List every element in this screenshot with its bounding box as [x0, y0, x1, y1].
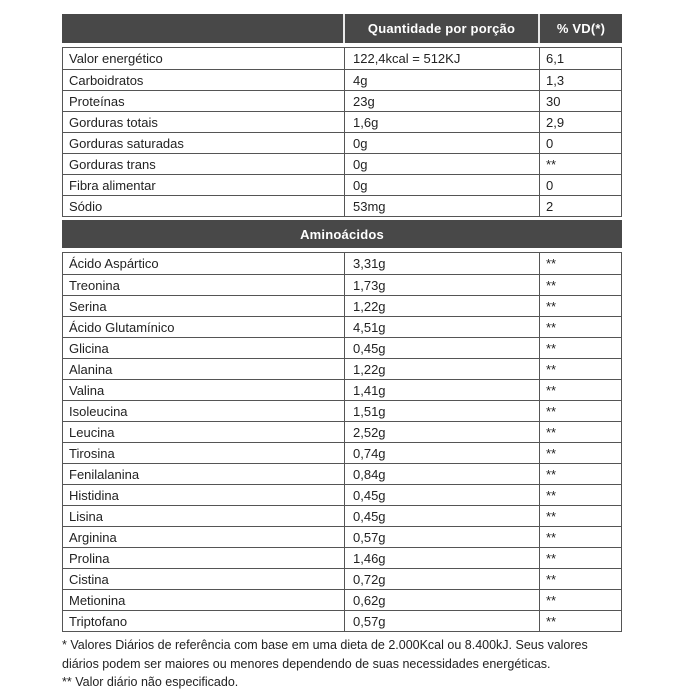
amino-label: Isoleucina [69, 403, 128, 419]
amino-amount: 1,22g [344, 359, 539, 379]
table-row [63, 505, 621, 526]
nutrition-table [62, 47, 622, 217]
amino-acids-table [62, 252, 622, 632]
footnote-daily-values: * Valores Diários de referência com base em uma dieta de 2.000Kcal ou 8.400kJ. Seus valores diários podem ser maiores ou menores dependendo de suas necessidades energéticas. [62, 638, 588, 671]
table-row [63, 48, 621, 69]
amino-dv: ** [539, 527, 621, 547]
amino-amount: 2,52g [344, 422, 539, 442]
table-row [63, 295, 621, 316]
amino-amount: 0,45g [344, 506, 539, 526]
amino-dv: ** [539, 422, 621, 442]
nutrient-dv: 0 [539, 175, 621, 195]
amino-amount: 0,62g [344, 590, 539, 610]
footnotes [62, 636, 627, 692]
amino-dv: ** [539, 611, 621, 631]
amino-amount: 1,46g [344, 548, 539, 568]
amino-label: Serina [69, 298, 107, 314]
nutrient-dv: 30 [539, 91, 621, 111]
nutrient-dv: ** [539, 154, 621, 174]
nutrient-label: Gorduras totais [69, 114, 158, 130]
table-header-row [62, 14, 622, 43]
amino-label: Histidina [69, 487, 119, 503]
table-row [63, 526, 621, 547]
header-quantity-per-serving: Quantidade por porção [343, 14, 538, 43]
amino-dv: ** [539, 359, 621, 379]
amino-dv: ** [539, 590, 621, 610]
amino-label: Valina [69, 382, 105, 398]
table-row [63, 400, 621, 421]
table-row [63, 111, 621, 132]
nutrient-dv: 2,9 [539, 112, 621, 132]
amino-amount: 0,57g [344, 527, 539, 547]
amino-dv: ** [539, 401, 621, 421]
table-row [63, 610, 621, 631]
amino-dv: ** [539, 464, 621, 484]
nutrient-label: Proteínas [69, 93, 125, 109]
amino-dv: ** [539, 485, 621, 505]
amino-label: Tirosina [69, 445, 115, 461]
amino-dv: ** [539, 317, 621, 337]
amino-amount: 0,74g [344, 443, 539, 463]
table-row [63, 337, 621, 358]
nutrient-label: Gorduras trans [69, 156, 156, 172]
nutrient-label: Valor energético [69, 51, 163, 66]
table-row [63, 379, 621, 400]
amino-label: Glicina [69, 340, 109, 356]
nutrient-amount: 0g [344, 133, 539, 153]
amino-label: Triptofano [69, 613, 128, 629]
table-row [63, 195, 621, 216]
table-row [63, 463, 621, 484]
amino-label: Cistina [69, 571, 109, 587]
amino-label: Metionina [69, 592, 126, 608]
amino-amount: 0,72g [344, 569, 539, 589]
nutrient-label: Carboidratos [69, 72, 144, 88]
nutrient-amount: 53mg [344, 196, 539, 216]
amino-label: Alanina [69, 361, 113, 377]
table-row [63, 484, 621, 505]
amino-label: Prolina [69, 550, 110, 566]
nutrient-amount: 23g [344, 91, 539, 111]
nutrient-dv: 1,3 [539, 70, 621, 90]
amino-dv: ** [539, 548, 621, 568]
table-row [63, 132, 621, 153]
amino-amount: 1,22g [344, 296, 539, 316]
nutrient-dv: 2 [539, 196, 621, 216]
amino-amount: 3,31g [344, 253, 539, 274]
amino-dv: ** [539, 380, 621, 400]
nutrient-label: Fibra alimentar [69, 177, 156, 193]
nutrient-amount: 0g [344, 154, 539, 174]
nutrient-dv: 0 [539, 133, 621, 153]
table-row [63, 274, 621, 295]
table-row [63, 153, 621, 174]
header-empty-cell [62, 14, 343, 43]
amino-dv: ** [539, 296, 621, 316]
amino-dv: ** [539, 443, 621, 463]
amino-amount: 0,45g [344, 338, 539, 358]
amino-amount: 4,51g [344, 317, 539, 337]
amino-label: Fenilalanina [69, 466, 140, 482]
amino-amount: 0,57g [344, 611, 539, 631]
table-row [63, 358, 621, 379]
table-row [63, 421, 621, 442]
amino-dv: ** [539, 253, 621, 274]
nutrient-label: Sódio [69, 198, 103, 214]
amino-label: Ácido Aspártico [69, 256, 159, 271]
nutrient-amount: 122,4kcal = 512KJ [344, 48, 539, 69]
nutrient-amount: 1,6g [344, 112, 539, 132]
table-row [63, 547, 621, 568]
table-row [63, 316, 621, 337]
nutrient-amount: 0g [344, 175, 539, 195]
amino-amount: 0,45g [344, 485, 539, 505]
amino-dv: ** [539, 338, 621, 358]
amino-amount: 1,73g [344, 275, 539, 295]
amino-amount: 1,41g [344, 380, 539, 400]
table-row [63, 174, 621, 195]
table-row [63, 442, 621, 463]
nutrient-dv: 6,1 [539, 48, 621, 69]
nutrition-facts-panel [62, 14, 622, 692]
amino-amount: 0,84g [344, 464, 539, 484]
nutrient-amount: 4g [344, 70, 539, 90]
amino-dv: ** [539, 569, 621, 589]
table-row [63, 568, 621, 589]
amino-dv: ** [539, 275, 621, 295]
table-row [63, 69, 621, 90]
table-row [63, 90, 621, 111]
table-row [63, 589, 621, 610]
amino-label: Arginina [69, 529, 117, 545]
amino-label: Lisina [69, 508, 103, 524]
amino-label: Treonina [69, 277, 120, 293]
amino-acids-section-header: Aminoácidos [62, 220, 622, 248]
header-percent-dv: % VD(*) [538, 14, 622, 43]
nutrient-label: Gorduras saturadas [69, 135, 184, 151]
footnote-not-specified: ** Valor diário não especificado. [62, 675, 239, 689]
table-row [63, 253, 621, 274]
amino-label: Ácido Glutamínico [69, 319, 175, 335]
amino-label: Leucina [69, 424, 115, 440]
amino-dv: ** [539, 506, 621, 526]
amino-amount: 1,51g [344, 401, 539, 421]
